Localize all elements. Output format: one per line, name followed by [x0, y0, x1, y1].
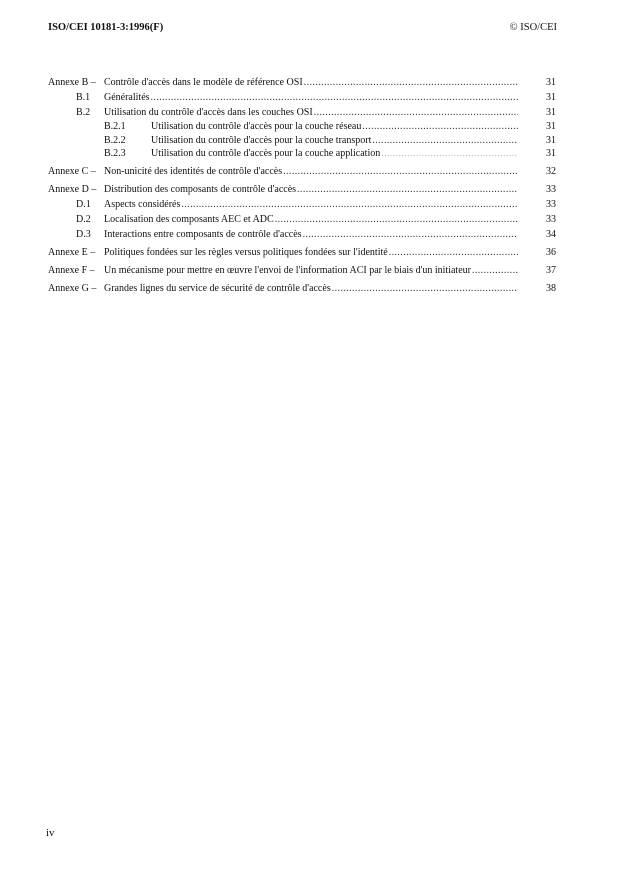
leader-dots	[151, 91, 518, 105]
toc-entry-number: Annexe F –	[48, 265, 95, 276]
toc-entry-page: 31	[546, 77, 556, 88]
toc-entry-title: Aspects considérés	[104, 199, 181, 210]
leader-dots	[372, 134, 518, 148]
toc-entry-number: D.1	[76, 199, 91, 210]
toc-entry-annexe-g[interactable]	[0, 282, 621, 296]
toc-entry-title: Grandes lignes du service de sécurité de contrôle d'accès	[104, 283, 331, 294]
leader-dots	[303, 228, 518, 242]
toc-entry-number: Annexe G –	[48, 283, 97, 294]
toc-entry-title: Non-unicité des identités de contrôle d'accès	[104, 166, 283, 177]
leader-dots	[181, 198, 518, 212]
toc-entry-title: Utilisation du contrôle d'accès pour la couche application	[151, 148, 381, 159]
toc-entry-b2-2[interactable]	[0, 134, 621, 148]
toc-entry-number: B.2.3	[104, 148, 126, 159]
leader-dots	[381, 147, 518, 161]
toc-entry-d3[interactable]	[0, 228, 621, 242]
toc-entry-number: Annexe C –	[48, 166, 96, 177]
toc-entry-number: D.3	[76, 229, 91, 240]
toc-entry-annexe-c[interactable]	[0, 165, 621, 179]
leader-dots	[362, 120, 518, 134]
toc-entry-page: 37	[546, 265, 556, 276]
toc-entry-title: Distribution des composants de contrôle d'accès	[104, 184, 297, 195]
toc-entry-d1[interactable]	[0, 198, 621, 212]
toc-entry-number: Annexe B –	[48, 77, 96, 88]
toc-entry-annexe-e[interactable]	[0, 246, 621, 260]
toc-entry-page: 36	[546, 247, 556, 258]
toc-entry-number: B.1	[76, 92, 91, 103]
leader-dots	[297, 183, 518, 197]
toc-entry-page: 31	[546, 121, 556, 132]
toc-entry-page: 38	[546, 283, 556, 294]
toc-entry-page: 33	[546, 214, 556, 225]
toc-entry-annexe-b[interactable]	[0, 76, 621, 90]
toc-entry-title: Un mécanisme pour mettre en œuvre l'envoi de l'information ACI par le biais d'un initiateur	[104, 265, 471, 276]
toc-entry-page: 32	[546, 166, 556, 177]
toc-entry-number: B.2.1	[104, 121, 126, 132]
leader-dots	[332, 282, 518, 296]
toc-entry-number: D.2	[76, 214, 91, 225]
toc-entry-number: Annexe E –	[48, 247, 96, 258]
page-number: iv	[46, 827, 55, 839]
toc-entry-d2[interactable]	[0, 213, 621, 227]
toc-entry-page: 31	[546, 148, 556, 159]
toc-entry-b2-1[interactable]	[0, 120, 621, 134]
toc-entry-title: Contrôle d'accès dans le modèle de référence OSI	[104, 77, 303, 88]
toc-entry-b2[interactable]	[0, 106, 621, 120]
copyright-notice: © ISO/CEI	[509, 22, 557, 33]
toc-entry-title: Localisation des composants AEC et ADC	[104, 214, 274, 225]
leader-dots	[283, 165, 518, 179]
toc-entry-page: 33	[546, 199, 556, 210]
toc-entry-b2-3[interactable]	[0, 147, 621, 161]
toc-entry-title: Politiques fondées sur les règles versus politiques fondées sur l'identité	[104, 247, 388, 258]
leader-dots	[304, 76, 518, 90]
toc-entry-page: 31	[546, 135, 556, 146]
toc-entry-number: Annexe D –	[48, 184, 97, 195]
toc-entry-annexe-d[interactable]	[0, 183, 621, 197]
toc-entry-page: 34	[546, 229, 556, 240]
toc-entry-title: Interactions entre composants de contrôle d'accès	[104, 229, 302, 240]
toc-entry-page: 33	[546, 184, 556, 195]
toc-entry-title: Généralités	[104, 92, 150, 103]
toc-entry-b1[interactable]	[0, 91, 621, 105]
toc-entry-annexe-f[interactable]	[0, 264, 621, 278]
toc-entry-title: Utilisation du contrôle d'accès pour la couche transport	[151, 135, 372, 146]
toc-entry-number: B.2.2	[104, 135, 126, 146]
leader-dots	[314, 106, 518, 120]
leader-dots	[472, 264, 518, 278]
leader-dots	[389, 246, 518, 260]
toc-entry-number: B.2	[76, 107, 91, 118]
toc-entry-title: Utilisation du contrôle d'accès dans les couches OSI	[104, 107, 313, 118]
leader-dots	[275, 213, 518, 227]
toc-entry-page: 31	[546, 92, 556, 103]
toc-entry-title: Utilisation du contrôle d'accès pour la couche réseau	[151, 121, 362, 132]
toc-entry-page: 31	[546, 107, 556, 118]
standard-reference: ISO/CEI 10181-3:1996(F)	[48, 22, 164, 33]
